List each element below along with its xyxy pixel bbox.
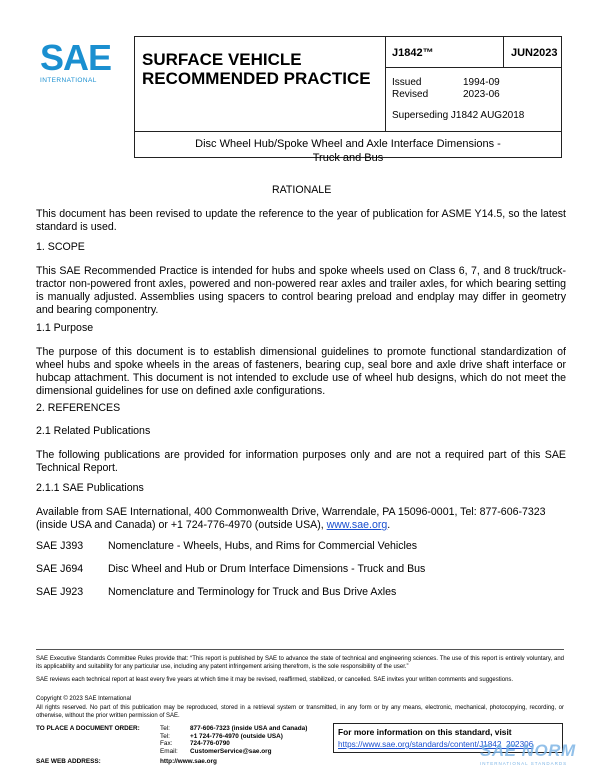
header-divider — [503, 36, 504, 67]
rights-text: All rights reserved. No part of this publication may be reproduced, stored in a retrieval system or transmitted, in any form or by any means, electronic, mechanical, photocopying, recording, or otherwise, without the prior written permission of SAE. — [36, 705, 564, 719]
logo-subtitle: INTERNATIONAL — [40, 77, 97, 84]
document-type-line: RECOMMENDED PRACTICE — [142, 69, 371, 88]
rationale-text: This document has been revised to update the reference to the year of publication for ASME Y14.5, so the latest standard is used. — [36, 208, 566, 233]
fax-value: 724-776-0790 — [190, 740, 230, 748]
reference-description: Disc Wheel and Hub or Drum Interface Dimensions - Truck and Bus — [108, 563, 426, 575]
reference-code: SAE J694 — [36, 563, 84, 575]
purpose-text: The purpose of this document is to establish dimensional guidelines to promote functional standardization of wheel hubs and spoke wheels in the areas of fasteners, bearing cup, seal bore and axle drive shaft interface or hubcap attachment. This document is not intended to exclude use of wheel hub designs, which do not meet the dimensional guidelines for use on defined axle configurations. — [36, 346, 566, 397]
fax-label: Fax: — [160, 740, 173, 748]
document-date: JUN2023 — [511, 47, 558, 59]
web-label: SAE WEB ADDRESS: — [36, 758, 101, 765]
reference-code: SAE J923 — [36, 586, 84, 598]
revised-value: 2023-06 — [463, 89, 500, 100]
tel-label: Tel: — [160, 725, 170, 732]
email-label: Email: — [160, 747, 178, 755]
availability-end: . — [387, 519, 391, 531]
tel2-value: +1 724-776-4970 (outside USA) — [190, 732, 283, 740]
scope-heading: 1. SCOPE — [36, 241, 85, 253]
watermark-subtext: INTERNATIONAL STANDARDS — [480, 761, 568, 766]
title-line: Disc Wheel Hub/Spoke Wheel and Axle Interface Dimensions - — [195, 138, 501, 150]
sae-logo — [40, 37, 122, 84]
references-heading: 2. REFERENCES — [36, 402, 121, 414]
title-line: Truck and Bus — [312, 152, 384, 164]
review-text: SAE reviews each technical report at least every five years at which time it may be revised, reaffirmed, stabilized, or cancelled. SAE invites your written comments and suggestions. — [36, 677, 514, 683]
order-label: TO PLACE A DOCUMENT ORDER: — [36, 725, 140, 732]
issued-label: Issued — [392, 77, 422, 88]
related-publications-heading: 2.1 Related Publications — [36, 425, 151, 437]
footer-divider — [36, 649, 564, 650]
copyright-text: Copyright © 2023 SAE International — [36, 696, 132, 702]
web-address-link[interactable]: http://www.sae.org — [160, 758, 217, 765]
reference-code: SAE J393 — [36, 540, 84, 552]
contact-values — [190, 725, 307, 755]
document-number: J1842™ — [392, 47, 434, 59]
document-type — [142, 50, 371, 88]
standard-url-link[interactable]: https://www.sae.org/standards/content/J1842_202306 — [338, 740, 534, 749]
watermark-text: SAE NORM — [480, 741, 576, 760]
contact-labels — [160, 725, 178, 755]
watermark — [480, 741, 595, 773]
availability-text — [36, 506, 566, 532]
related-publications-text: The following publications are provided for information purposes only and are not a required part of this SAE Technical Report. — [36, 449, 566, 474]
purpose-heading: 1.1 Purpose — [36, 322, 94, 334]
scope-text: This SAE Recommended Practice is intended for hubs and spoke wheels used on Class 6, 7, and 8 truck/truck-tractor non-powered front axles, powered and non-powered rear axles and trailer axles, for which bearing setting is manually adjusted. Assemblies using spacers to control bearing preload and endplay may differ in geometry and bearing componentry. — [36, 265, 566, 316]
document-type-line: SURFACE VEHICLE — [142, 50, 302, 69]
superseding-note: Superseding J1842 AUG2018 — [392, 110, 525, 121]
tel-value: 877-606-7323 (inside USA and Canada) — [190, 725, 308, 732]
header-divider — [385, 67, 562, 68]
sae-website-link[interactable]: www.sae.org — [326, 519, 388, 531]
logo-wordmark: SAE — [40, 37, 112, 78]
committee-rules-text: SAE Executive Standards Committee Rules provide that: “This report is published by SAE to advance the state of technical and engineering sciences. The use of this report is entirely voluntary, and its applicability and suitability for any particular use, including any patent infringement arising therefrom, is the sole responsibility of the user.” — [36, 656, 564, 670]
email-value[interactable]: CustomerService@sae.org — [190, 747, 272, 755]
availability-body: Available from SAE International, 400 Commonwealth Drive, Warrendale, PA 15096-0001, Tel: 877-606-7323 (inside USA and Canada) or +1 724-776-4970 (outside USA), — [36, 506, 546, 531]
sae-publications-heading: 2.1.1 SAE Publications — [36, 482, 144, 494]
header-divider — [385, 36, 386, 131]
header-divider — [134, 131, 562, 132]
more-info-title: For more information on this standard, visit — [338, 727, 512, 737]
rationale-heading: RATIONALE — [272, 184, 332, 196]
issued-value: 1994-09 — [463, 77, 500, 88]
reference-description: Nomenclature and Terminology for Truck and Bus Drive Axles — [108, 586, 397, 598]
reference-description: Nomenclature - Wheels, Hubs, and Rims for Commercial Vehicles — [108, 540, 418, 552]
document-title — [134, 137, 562, 165]
revised-label: Revised — [392, 89, 429, 100]
tel2-label: Tel: — [160, 732, 170, 740]
